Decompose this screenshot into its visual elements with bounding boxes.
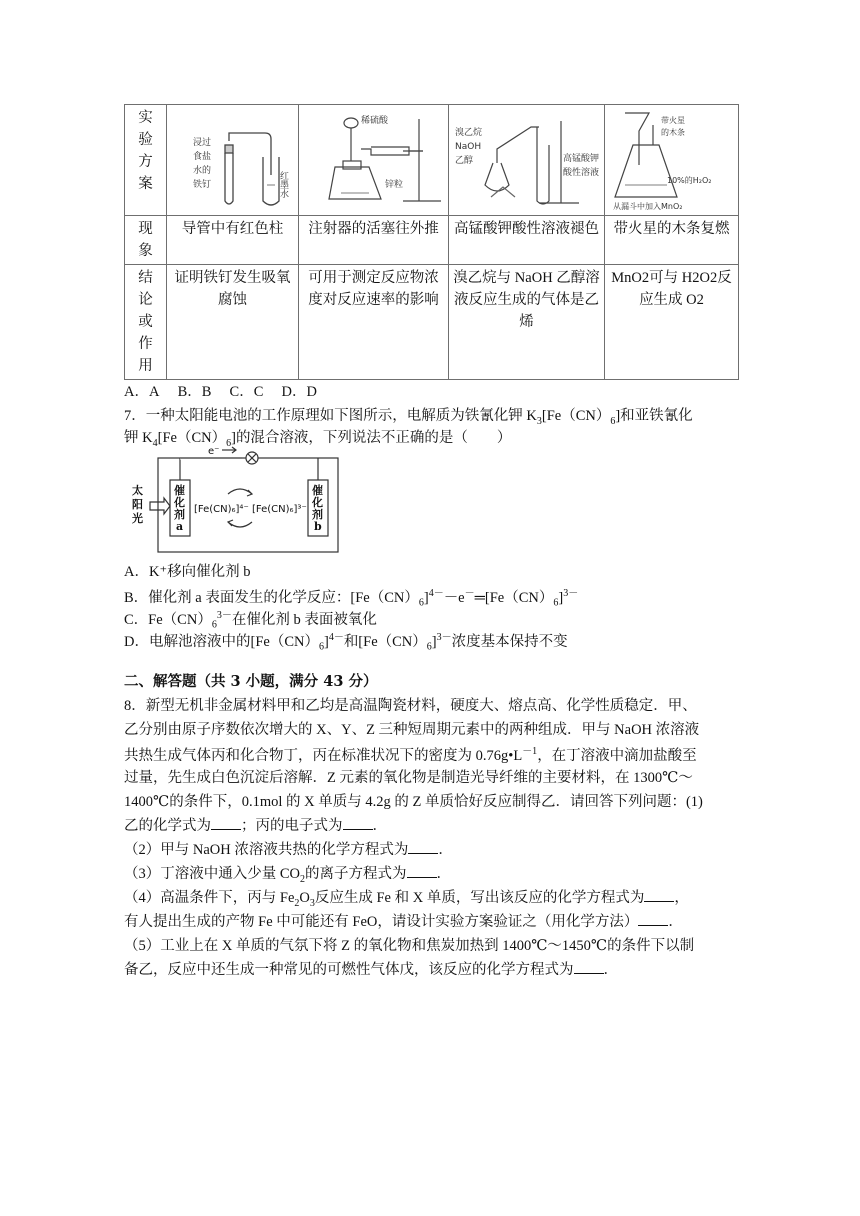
catalyst-a-label: 催: [174, 484, 185, 497]
oxygen-generation-apparatus-icon: [605, 105, 739, 215]
catalyst-a-label: a: [176, 520, 184, 533]
answer-blank[interactable]: [211, 815, 241, 830]
phenomenon-d: 带火星的木条复燃: [605, 216, 739, 265]
q8-part-2: （2）甲与 NaOH 浓溶液共热的化学方程式为 ．: [124, 838, 453, 859]
q8-text: 共热生成气体丙和化合物丁，丙在标准状况下的密度为 0.76g•L: [124, 747, 523, 764]
q8-text: 备乙，反应中还生成一种常见的可燃性气体戊，该反应的化学方程式为: [124, 962, 574, 978]
q8-text: 有人提出生成的产物 Fe 中可能还有 FeO，请设计实验方案验证之（用化学方法）: [124, 914, 639, 930]
q7-stem-line2: 钾 $K_4[Fe(CN)_6]$的混合溶液，下列说法不正确的是（ ）: [124, 430, 512, 449]
q8-text: 反应生成 Fe 和 X 单质，写出该反应的化学方程式为: [314, 890, 645, 906]
conclusion-b: 可用于测定反应物浓度对反应速率的影响: [299, 265, 449, 380]
apparatus-text: 带火星: [661, 116, 685, 125]
apparatus-text: 高锰酸钾: [563, 154, 600, 164]
solar-cell-diagram: [128, 446, 342, 556]
sun-label: 阳: [132, 498, 143, 511]
q8-text: ；丙的电子式为: [241, 818, 343, 834]
syringe-rate-apparatus-icon: [299, 105, 449, 215]
q7-option-b-text: B．催化剂 a 表面发生的化学反应：: [124, 589, 351, 606]
apparatus-text: 红墨水: [278, 171, 288, 198]
electron-label: e⁻: [208, 446, 220, 457]
answer-blank[interactable]: [638, 911, 668, 926]
row-label-scheme: 实验方案: [125, 105, 167, 216]
q8-line: 共热生成气体丙和化合物丁，丙在标准状况下的密度为 $0.76g•L^{-1}$，在丁溶液中滴加盐酸至: [124, 746, 697, 764]
catalyst-a-label: 化: [174, 496, 185, 509]
experiment-table: [124, 104, 739, 380]
q8-text: （4）高温条件下，丙与 Fe: [124, 890, 295, 906]
q7-option-d-text: 浓度基本保持不变: [451, 633, 568, 650]
row-label-conclusion: 结论或作用: [125, 265, 167, 380]
apparatus-text: 10%的H₂O₂: [667, 176, 712, 185]
table-row-phenomena: [125, 216, 739, 265]
phenomenon-a: 导管中有红色柱: [167, 216, 299, 265]
conclusion-a: 证明铁钉发生吸氧腐蚀: [167, 265, 299, 380]
q8-text: 乙的化学式为: [124, 818, 211, 834]
q7-stem-text: 的混合溶液，下列说法不正确的是（ ）: [235, 430, 512, 446]
phenomenon-c: 高锰酸钾酸性溶液褪色: [449, 216, 605, 265]
apparatus-text: 铁钉: [193, 180, 212, 190]
apparatus-text: 从漏斗中加入MnO₂: [613, 202, 683, 211]
answer-blank[interactable]: [574, 959, 604, 974]
q8-part-5: （5）工业上在 X 单质的气氛下将 Z 的氧化物和焦炭加热到 1400℃～1450℃的条件下以制: [124, 938, 695, 954]
apparatus-text: 的木条: [661, 128, 685, 137]
conclusion-d-text: MnO2可与 H2O2反应生成 O2: [611, 270, 732, 308]
row-label-phenomena: 现象: [125, 216, 167, 265]
iron-corrosion-apparatus-icon: [167, 105, 299, 215]
q7-stem-text: 7．一种太阳能电池的工作原理如下图所示，电解质为铁氰化钾 K: [124, 408, 537, 424]
table-row-conclusion: [125, 265, 739, 380]
phenomenon-b: 注射器的活塞往外推: [299, 216, 449, 265]
q7-stem-line1: 7．一种太阳能电池的工作原理如下图所示，电解质为铁氰化钾 $K_3[Fe(CN)_6]$和亚铁氰化: [124, 408, 693, 427]
q6-option-c[interactable]: C．C: [229, 384, 264, 400]
apparatus-text: 乙醇: [455, 156, 474, 166]
q8-text: （3）丁溶液中通入少量 CO: [124, 866, 301, 882]
q6-option-b[interactable]: B．B: [177, 384, 212, 400]
sun-label: 光: [132, 512, 143, 525]
catalyst-b-label: 剂: [312, 508, 323, 521]
apparatus-text: NaOH: [455, 142, 482, 152]
apparatus-image-b: [299, 105, 449, 216]
ion-left-label: [Fe(CN)₆]⁴⁻: [194, 504, 249, 515]
ethylene-test-apparatus-icon: [449, 105, 605, 215]
answer-blank[interactable]: [408, 839, 438, 854]
q8-text: O: [299, 890, 310, 906]
q8-line: 乙的化学式为 ；丙的电子式为 ．: [124, 814, 387, 835]
q8-line: 1400℃的条件下，0.1mol 的 X 单质与 4.2g 的 Z 单质恰好反应制得乙．请回答下列问题：(1): [124, 794, 703, 810]
q8-part-5-cont: 备乙，反应中还生成一种常见的可燃性气体戊，该反应的化学方程式为 ．: [124, 958, 618, 979]
catalyst-a-label: 剂: [174, 508, 185, 521]
q8-part-4: （4）高温条件下，丙与 $Fe_2O_3$反应生成 Fe 和 X 单质，写出该反应的化学方程式为 ，: [124, 886, 689, 909]
ion-right-label: [Fe(CN)₆]³⁻: [252, 504, 307, 515]
apparatus-text: 浸过: [193, 138, 212, 148]
q8-text: （2）甲与 NaOH 浓溶液共热的化学方程式为: [124, 842, 409, 858]
q7-option-c-text: 在催化剂 b 表面被氧化: [231, 611, 377, 628]
catalyst-b-label: 化: [312, 496, 323, 509]
apparatus-image-a: [167, 105, 299, 216]
apparatus-text: 稀硫酸: [361, 116, 389, 126]
apparatus-image-d: [605, 105, 739, 216]
apparatus-image-c: [449, 105, 605, 216]
catalyst-b-label: 催: [312, 484, 323, 497]
q7-option-b[interactable]: B．催化剂 a 表面发生的化学反应：$[Fe(CN)_6]^{4-}-e^-═[Fe(CN)_6]^{3-}$: [124, 588, 579, 609]
answer-blank[interactable]: [343, 815, 373, 830]
sun-label: 太: [132, 484, 143, 497]
apparatus-text: 锌粒: [385, 180, 404, 190]
apparatus-text: 水的: [193, 166, 212, 176]
q8-line: 过量，先生成白色沉淀后溶解．Z 元素的氧化物是制造光导纤维的主要材料，在 1300℃～: [124, 770, 693, 786]
q8-text: 的离子方程式为: [305, 866, 407, 882]
answer-blank[interactable]: [407, 863, 437, 878]
q6-options: [124, 380, 317, 401]
q8-part-3: （3）丁溶液中通入少量 $CO_2$的离子方程式为 ．: [124, 862, 451, 885]
q7-option-d-text: D．电解池溶液中的: [124, 633, 251, 650]
apparatus-text: 溴乙烷: [455, 128, 483, 138]
q7-option-a[interactable]: [124, 560, 250, 581]
q7-option-a-text: A．K⁺移向催化剂 b: [124, 564, 251, 580]
conclusion-d: [605, 265, 739, 380]
q6-option-d[interactable]: D．D: [281, 384, 317, 400]
table-row-scheme: [125, 105, 739, 216]
apparatus-text: 酸性溶液: [563, 168, 600, 178]
q7-stem-text: 钾 K: [124, 430, 153, 446]
q8-part-4-cont: 有人提出生成的产物 Fe 中可能还有 FeO，请设计实验方案验证之（用化学方法） ．: [124, 910, 683, 931]
q8-line: 8．新型无机非金属材料甲和乙均是高温陶瓷材料，硬度大、熔点高、化学性质稳定．甲、: [124, 698, 697, 714]
q7-option-d[interactable]: D．电解池溶液中的$[Fe(CN)_6]^{4-}$和$[Fe(CN)_6]^{3-}$浓度基本保持不变: [124, 632, 568, 653]
catalyst-b-label: b: [314, 520, 322, 533]
q7-option-c[interactable]: C．$Fe(CN)_6^{3-}$在催化剂 b 表面被氧化: [124, 610, 377, 631]
q6-option-a[interactable]: A．A: [124, 384, 160, 400]
apparatus-text: 食盐: [193, 152, 212, 162]
q8-line: 乙分别由原子序数依次增大的 X、Y、Z 三种短周期元素中的两种组成．甲与 NaOH 浓溶液: [124, 722, 700, 738]
conclusion-c: 溴乙烷与 NaOH 乙醇溶液反应生成的气体是乙烯: [449, 265, 605, 380]
section-title: 二、解答题（共 3 小题，满分 43 分）: [124, 673, 378, 690]
answer-blank[interactable]: [644, 887, 674, 902]
q8-text: ，在丁溶液中滴加盐酸至: [537, 747, 697, 764]
